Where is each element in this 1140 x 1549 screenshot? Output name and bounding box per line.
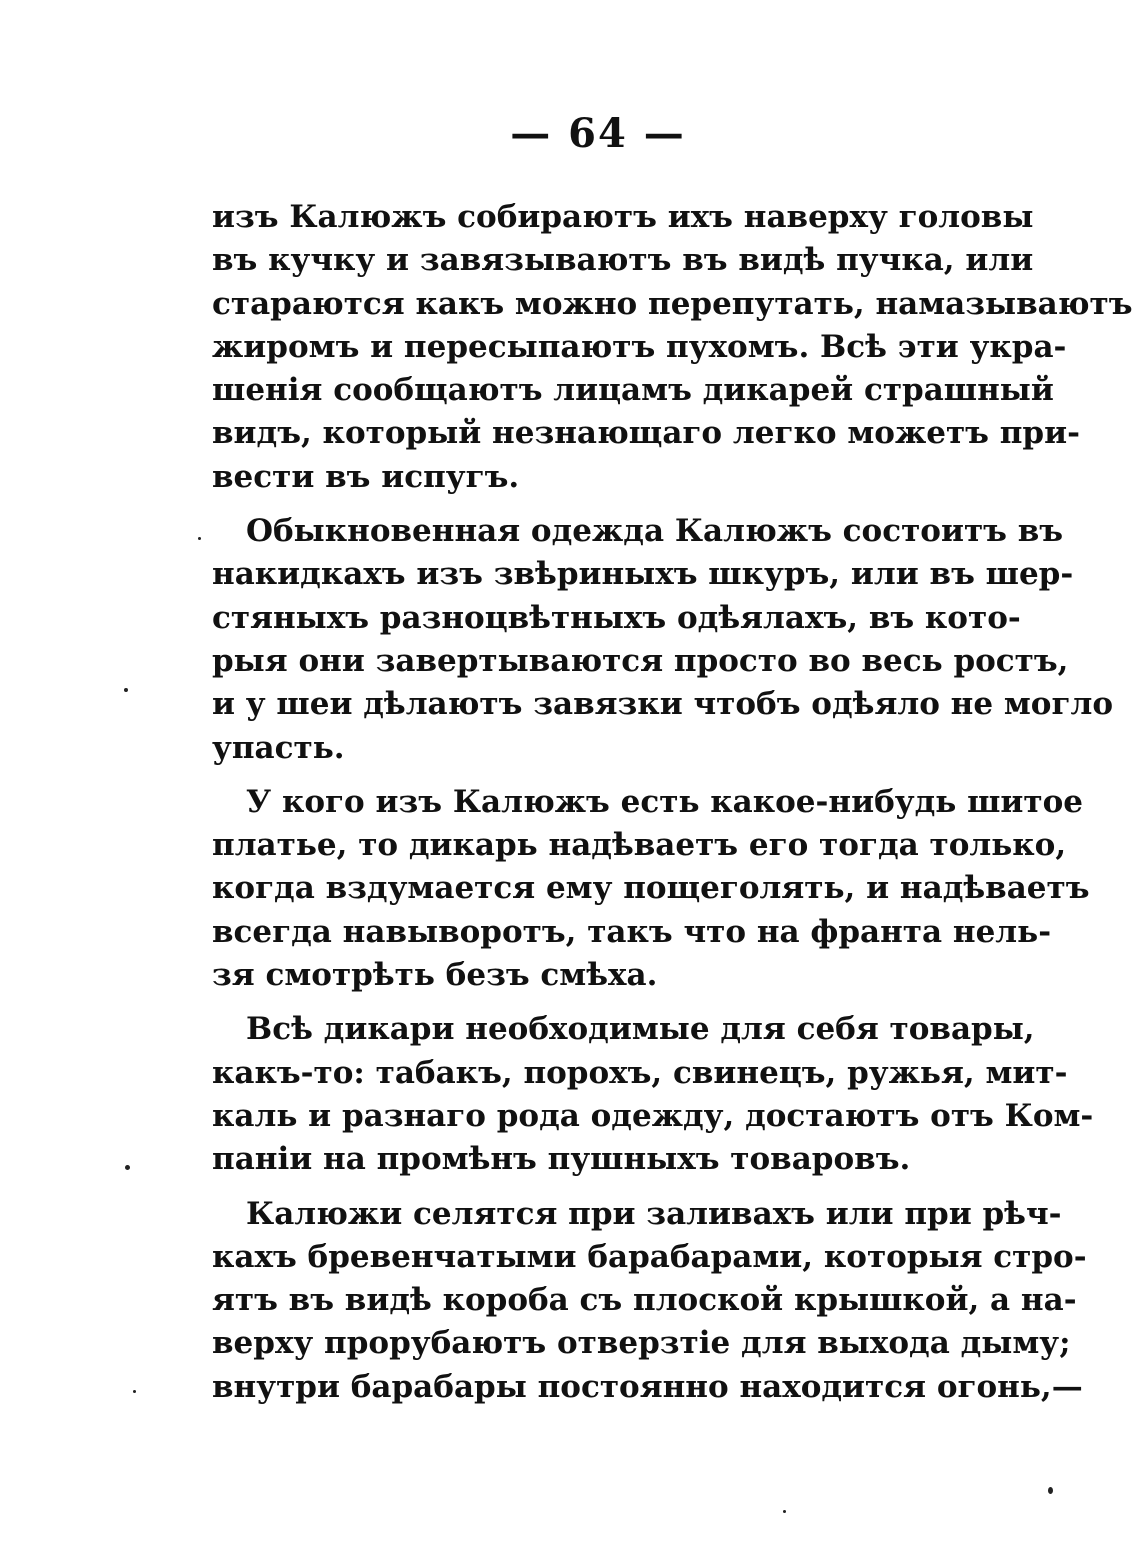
paragraph-5 bbox=[212, 1193, 1087, 1409]
text-line: стяныхъ разноцвѣтныхъ одѣялахъ, въ кото- bbox=[212, 599, 1021, 636]
scan-speck bbox=[124, 688, 128, 692]
text-line: стараются какъ можно перепутать, намазываютъ bbox=[212, 285, 1133, 322]
text-line: шенія сообщаютъ лицамъ дикарей страшный bbox=[212, 372, 1054, 409]
text-line: Всѣ дикари необходимые для себя товары, bbox=[246, 1011, 1035, 1048]
text-line: каль и разнаго рода одежду, достаютъ отъ Ком- bbox=[212, 1097, 1094, 1134]
text-line: когда вздумается ему пощеголять, и надѣваетъ bbox=[212, 870, 1090, 907]
text-line: и у шеи дѣлаютъ завязки чтобъ одѣяло не могло bbox=[212, 686, 1114, 723]
scan-speck bbox=[198, 537, 201, 540]
text-line: зя смотрѣть безъ смѣха. bbox=[212, 957, 658, 994]
text-line: ятъ въ видѣ короба съ плоской крышкой, а на- bbox=[212, 1282, 1077, 1319]
text-line: жиромъ и пересыпаютъ пухомъ. Всѣ эти укра- bbox=[212, 328, 1067, 365]
page-number: — 64 — bbox=[510, 110, 686, 157]
text-line: видъ, который незнающаго легко можетъ при- bbox=[212, 415, 1080, 452]
text-line: упасть. bbox=[212, 729, 345, 766]
scan-speck bbox=[133, 1390, 136, 1393]
scan-speck bbox=[125, 1165, 130, 1170]
text-line: вести въ испугъ. bbox=[212, 458, 520, 495]
scan-speck bbox=[783, 1510, 786, 1513]
text-line: Калюжи селятся при заливахъ или при рѣч- bbox=[246, 1195, 1062, 1232]
text-line: въ кучку и завязываютъ въ видѣ пучка, или bbox=[212, 242, 1034, 279]
text-line: кахъ бревенчатыми барабарами, которыя стро- bbox=[212, 1238, 1087, 1275]
paragraph-2 bbox=[212, 510, 1114, 770]
text-line: верху прорубаютъ отверзтіе для выхода дыму; bbox=[212, 1325, 1071, 1362]
text-line: рыя они завертываются просто во весь ростъ, bbox=[212, 642, 1069, 679]
text-line: какъ-то: табакъ, порохъ, свинецъ, ружья, мит- bbox=[212, 1054, 1068, 1091]
paragraph-3 bbox=[212, 781, 1090, 997]
paragraph-4 bbox=[212, 1008, 1094, 1181]
text-line: всегда навыворотъ, такъ что на франта нель- bbox=[212, 913, 1052, 950]
scan-speck bbox=[1048, 1487, 1053, 1494]
body-text bbox=[212, 196, 1133, 1420]
text-line: платье, то дикарь надѣваетъ его тогда только, bbox=[212, 827, 1067, 864]
text-line: накидкахъ изъ звѣриныхъ шкуръ, или въ шер- bbox=[212, 556, 1074, 593]
text-line: Обыкновенная одежда Калюжъ состоитъ въ bbox=[246, 513, 1064, 550]
paragraph-1 bbox=[212, 196, 1133, 499]
text-line: изъ Калюжъ собираютъ ихъ наверху головы bbox=[212, 199, 1034, 235]
text-line: У кого изъ Калюжъ есть какое-нибудь шитое bbox=[246, 783, 1084, 820]
text-line: внутри барабары постоянно находится огонь,— bbox=[212, 1368, 1083, 1405]
text-line: паніи на промѣнъ пушныхъ товаровъ. bbox=[212, 1141, 911, 1178]
